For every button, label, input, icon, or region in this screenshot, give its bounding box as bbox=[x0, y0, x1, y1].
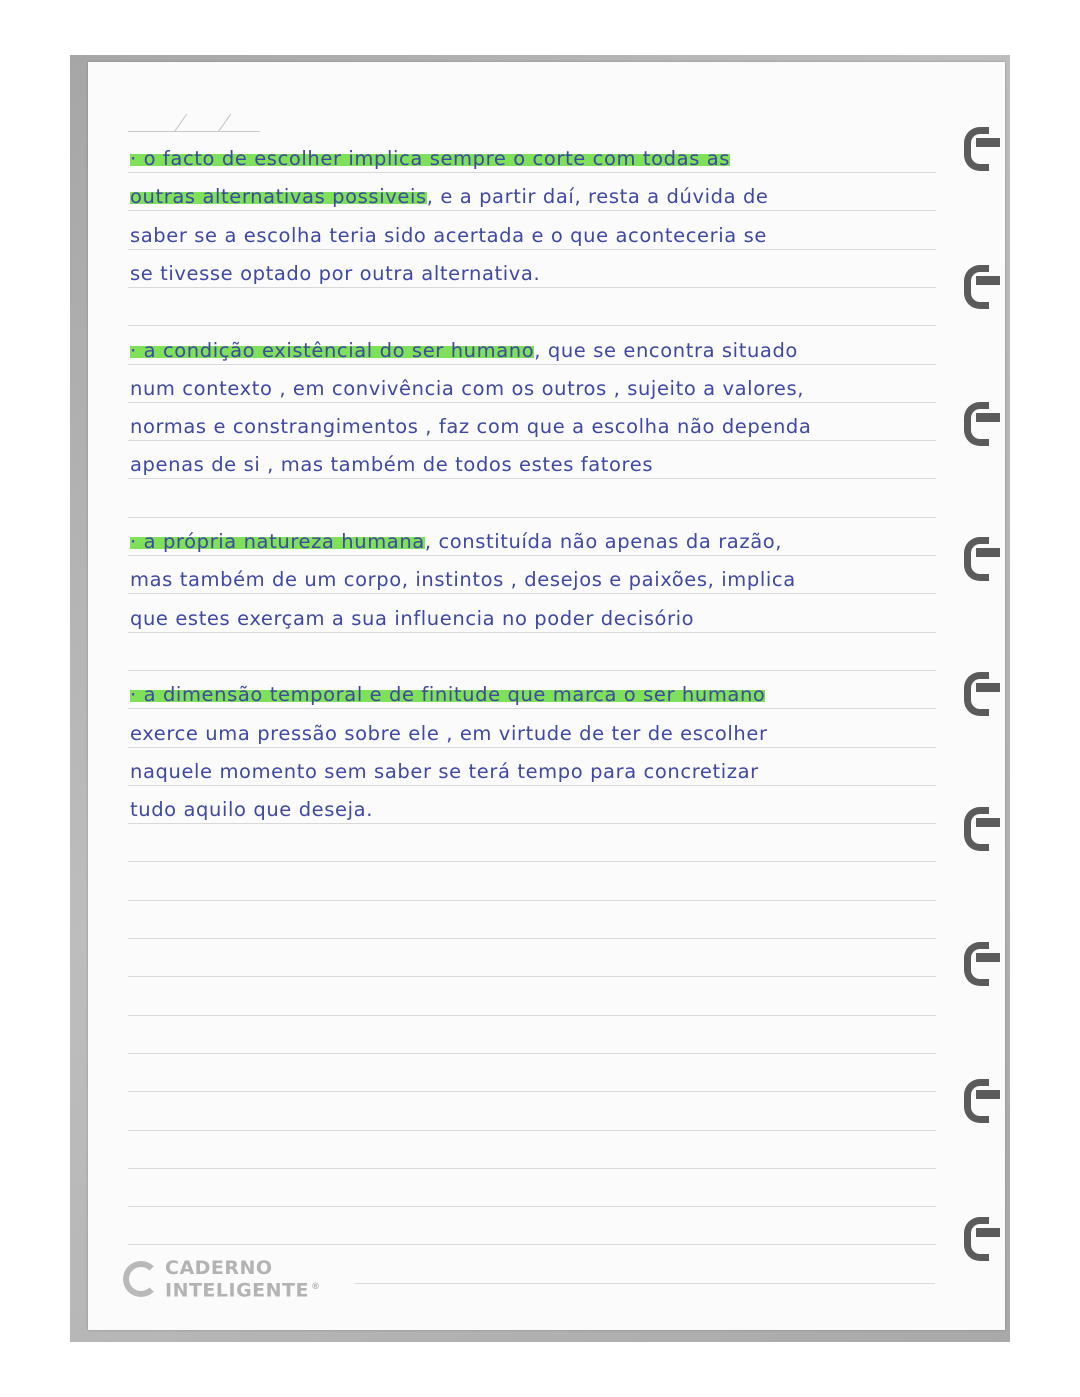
rule-line bbox=[128, 1015, 936, 1016]
binder-ring-icon bbox=[960, 805, 1006, 845]
highlighted-text: · o facto de escolher implica sempre o corte com todas as bbox=[130, 147, 731, 170]
binder-ring-icon bbox=[960, 535, 1006, 575]
c-logo-icon bbox=[123, 1261, 159, 1297]
highlighted-text: · a condição existêncial do ser humano bbox=[130, 338, 535, 362]
rule-line bbox=[355, 1283, 935, 1284]
plain-text: num contexto , em convivência com os outros , sujeito a valores, bbox=[130, 376, 805, 400]
text-line bbox=[130, 602, 694, 636]
date-underline bbox=[128, 131, 260, 132]
text-line bbox=[130, 372, 804, 406]
plain-text: exerce uma pressão sobre ele , em virtude de ter de escolher bbox=[130, 721, 768, 745]
rule-line bbox=[128, 900, 936, 901]
text-line bbox=[130, 448, 653, 482]
plain-text: , que se encontra situado bbox=[534, 338, 798, 362]
rule-line bbox=[128, 325, 936, 326]
text-line bbox=[130, 525, 782, 559]
plain-text: mas também de um corpo, instintos , desejos e paixões, implica bbox=[130, 568, 796, 592]
binder-ring-icon bbox=[960, 125, 1006, 165]
text-line bbox=[130, 142, 730, 176]
plain-text: normas e constrangimentos , faz com que a escolha não dependa bbox=[130, 415, 812, 439]
binder-ring-icon bbox=[960, 940, 1006, 980]
text-line bbox=[130, 219, 767, 253]
plain-text: tudo aquilo que deseja. bbox=[130, 798, 373, 822]
text-line bbox=[130, 257, 540, 291]
plain-text: se tivesse optado por outra alternativa. bbox=[130, 261, 541, 285]
rule-line bbox=[128, 1168, 936, 1169]
binder-ring-icon bbox=[960, 1077, 1006, 1117]
text-line bbox=[130, 793, 373, 827]
text-line bbox=[130, 678, 765, 712]
plain-text: saber se a escolha teria sido acertada e o que aconteceria se bbox=[130, 223, 767, 247]
binder-ring-icon bbox=[960, 263, 1006, 303]
text-line bbox=[130, 717, 768, 751]
rule-line bbox=[128, 1053, 936, 1054]
rule-line bbox=[128, 670, 936, 671]
rule-line bbox=[128, 1091, 936, 1092]
rule-line bbox=[128, 976, 936, 977]
text-line bbox=[130, 563, 796, 597]
brand-line1: CADERNO bbox=[165, 1257, 273, 1279]
binder-ring-icon bbox=[960, 400, 1006, 440]
brand-line2 bbox=[165, 1277, 321, 1300]
rule-line bbox=[128, 1130, 936, 1131]
plain-text: , e a partir daí, resta a dúvida de bbox=[426, 185, 769, 209]
highlighted-text: outras alternativas possiveis bbox=[130, 185, 427, 209]
highlighted-text: · a própria natureza humana bbox=[130, 530, 425, 553]
text-line bbox=[130, 334, 798, 368]
text-line bbox=[130, 180, 769, 214]
binder-ring-icon bbox=[960, 1215, 1006, 1255]
registered-mark: ® bbox=[311, 1282, 321, 1292]
brand-line2-text: INTELIGENTE bbox=[165, 1279, 310, 1302]
rule-line bbox=[128, 1244, 936, 1245]
rule-line bbox=[128, 517, 936, 518]
plain-text: que estes exerçam a sua influencia no poder decisório bbox=[130, 606, 695, 630]
rule-line bbox=[128, 1206, 936, 1207]
text-line bbox=[130, 755, 759, 789]
rule-line bbox=[128, 938, 936, 939]
text-line bbox=[130, 410, 811, 444]
binder-ring-icon bbox=[960, 670, 1006, 710]
plain-text: apenas de si , mas também de todos estes fatores bbox=[130, 453, 654, 477]
plain-text: , constituída não apenas da razão, bbox=[424, 530, 783, 553]
highlighted-text: · a dimensão temporal e de finitude que marca o ser humano bbox=[130, 683, 766, 707]
rule-line bbox=[128, 861, 936, 862]
plain-text: naquele momento sem saber se terá tempo para concretizar bbox=[130, 759, 759, 783]
